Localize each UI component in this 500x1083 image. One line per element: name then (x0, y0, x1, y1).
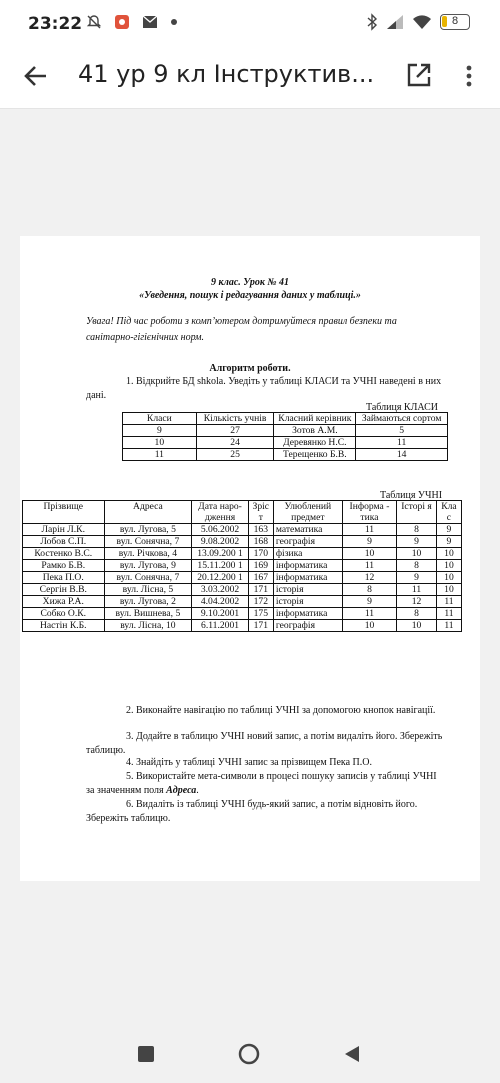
system-navigation-bar (0, 1030, 500, 1083)
table-cell: вул. Лісна, 10 (104, 620, 192, 632)
more-options-icon[interactable] (462, 60, 476, 92)
table-cell: 172 (248, 596, 273, 608)
lesson-topic: «Уведення, пошук і редагування даних у таблиці.» (139, 290, 361, 301)
table-cell: 8 (397, 524, 437, 536)
table-classes (122, 412, 448, 461)
battery-fill (442, 16, 447, 27)
wifi-icon (412, 14, 432, 30)
back-arrow-icon[interactable] (20, 60, 52, 92)
step-4: 4. Знайдіть у таблиці УЧНІ запис за прізвищем Пека П.О. (126, 757, 372, 768)
table-cell: 11 (342, 608, 396, 620)
mail-icon (142, 15, 158, 29)
table-row (23, 584, 462, 596)
table-cell: 5.06.2002 (192, 524, 248, 536)
table-cell: Настін К.Б. (23, 620, 105, 632)
step-6: 6. Видаліть із таблиці УЧНІ будь-який запис, а потім відновіть його. Збережіть таблицю. (86, 799, 418, 824)
table-header-cell: Кла с (436, 501, 461, 524)
table-cell: вул. Сонячна, 7 (104, 536, 192, 548)
table-cell: 167 (248, 572, 273, 584)
table-cell: 9 (397, 536, 437, 548)
table-cell: Терещенко Б.В. (274, 449, 356, 461)
step-5: 5. Використайте мета-символи в процесі пошуку записів у таблиці УЧНІ за значенням поля Адреса. (86, 771, 437, 796)
table-cell: Лобов С.П. (23, 536, 105, 548)
app-bar (0, 48, 500, 109)
table-cell: 9 (123, 425, 197, 437)
table-header-cell: Класи (123, 413, 197, 425)
table-row (123, 425, 448, 437)
bluetooth-icon (366, 13, 378, 31)
table-classes-caption: Таблиця КЛАСИ (366, 402, 438, 413)
table-cell: Хижа Р.А. (23, 596, 105, 608)
table-cell: Деревянко Н.С. (274, 437, 356, 449)
table-cell: 11 (436, 608, 461, 620)
table-cell: 10 (342, 548, 396, 560)
table-cell: 11 (397, 584, 437, 596)
document-page[interactable] (20, 236, 480, 881)
table-cell: вул. Лугова, 9 (104, 560, 192, 572)
table-cell: математика (273, 524, 342, 536)
table-cell: 11 (342, 560, 396, 572)
table-cell: 10 (397, 548, 437, 560)
table-cell: 25 (196, 449, 274, 461)
lesson-title: 9 клас. Урок № 41 (210, 277, 290, 288)
table-row (23, 620, 462, 632)
table-cell: вул. Лугова, 5 (104, 524, 192, 536)
table-cell: вул. Сонячна, 7 (104, 572, 192, 584)
table-cell: 8 (397, 608, 437, 620)
table-header-cell: Класний керівник (274, 413, 356, 425)
battery-indicator (440, 14, 470, 30)
algorithm-heading: Алгоритм роботи. (209, 363, 291, 374)
notification-dot-icon (170, 18, 178, 26)
table-cell: 8 (342, 584, 396, 596)
table-cell: 9.10.2001 (192, 608, 248, 620)
table-cell: 14 (356, 449, 448, 461)
table-cell: 10 (436, 584, 461, 596)
step-5-text: 5. Використайте мета-символи в процесі пошуку записів у таблиці УЧНІ за значенням поля (86, 771, 437, 796)
table-cell: вул. Лісна, 5 (104, 584, 192, 596)
status-time: 23:22 (28, 14, 83, 34)
table-cell: вул. Лугова, 2 (104, 596, 192, 608)
battery-level: 8 (452, 15, 459, 27)
table-row (23, 524, 462, 536)
table-cell: Зотов А.М. (274, 425, 356, 437)
table-header-cell: Улюблений предмет (273, 501, 342, 524)
home-icon[interactable] (238, 1043, 260, 1065)
step-5-field: Адреса (166, 785, 197, 796)
table-cell: 163 (248, 524, 273, 536)
table-cell: 9 (342, 536, 396, 548)
table-header-cell: Кількість учнів (196, 413, 274, 425)
table-cell: 168 (248, 536, 273, 548)
table-row (23, 548, 462, 560)
table-cell: 11 (356, 437, 448, 449)
table-cell: Пека П.О. (23, 572, 105, 584)
table-cell: 11 (436, 596, 461, 608)
table-cell: 8 (397, 560, 437, 572)
table-row (23, 560, 462, 572)
table-cell: історія (273, 596, 342, 608)
table-row (23, 572, 462, 584)
table-cell: 9 (342, 596, 396, 608)
table-cell: 171 (248, 620, 273, 632)
table-cell: фізика (273, 548, 342, 560)
table-row (123, 437, 448, 449)
table-cell: 171 (248, 584, 273, 596)
table-cell: Сергін В.В. (23, 584, 105, 596)
table-cell: географія (273, 620, 342, 632)
table-cell: 27 (196, 425, 274, 437)
table-cell: 13.09.200 1 (192, 548, 248, 560)
table-students (22, 500, 462, 632)
table-cell: 12 (397, 596, 437, 608)
table-cell: 6.11.2001 (192, 620, 248, 632)
table-cell: інформатика (273, 560, 342, 572)
table-cell: Рамко Б.В. (23, 560, 105, 572)
table-cell: 11 (123, 449, 197, 461)
table-cell: 4.04.2002 (192, 596, 248, 608)
table-cell: 12 (342, 572, 396, 584)
document-title: 41 ур 9 кл Інструктив... (78, 60, 375, 88)
table-cell: 10 (123, 437, 197, 449)
recents-icon[interactable] (137, 1045, 155, 1063)
table-cell: 9 (397, 572, 437, 584)
table-cell: 11 (436, 620, 461, 632)
table-header-row (23, 501, 462, 524)
table-cell: 169 (248, 560, 273, 572)
table-cell: 9 (436, 524, 461, 536)
table-cell: 15.11.200 1 (192, 560, 248, 572)
table-cell: історія (273, 584, 342, 596)
table-cell: 11 (342, 524, 396, 536)
table-cell: 3.03.2002 (192, 584, 248, 596)
table-cell: вул. Річкова, 4 (104, 548, 192, 560)
table-cell: 9 (436, 536, 461, 548)
table-cell: 10 (436, 548, 461, 560)
notifications-off-icon (86, 14, 102, 30)
table-cell: Костенко В.С. (23, 548, 105, 560)
table-cell: вул. Вишнева, 5 (104, 608, 192, 620)
table-cell: інформатика (273, 608, 342, 620)
table-header-cell: Прізвище (23, 501, 105, 524)
table-cell: 10 (436, 560, 461, 572)
table-students-caption: Таблиця УЧНІ (380, 490, 443, 501)
table-cell: 170 (248, 548, 273, 560)
table-header-cell: Займаються сортом (356, 413, 448, 425)
status-bar (0, 0, 500, 48)
table-header-cell: Адреса (104, 501, 192, 524)
table-row (123, 449, 448, 461)
table-row (23, 596, 462, 608)
step-1: 1. Відкрийте БД shkola. Уведіть у таблиці КЛАСИ та УЧНІ наведені в них дані. (86, 376, 442, 401)
table-header-row (123, 413, 448, 425)
table-row (23, 536, 462, 548)
table-cell: Ларін Л.К. (23, 524, 105, 536)
table-cell: 175 (248, 608, 273, 620)
safety-warning: Увага! Під час роботи з комп’ютером дотримуйтеся правил безпеки та санітарно-гігієнічних норм. (86, 316, 397, 343)
table-cell: 10 (397, 620, 437, 632)
table-row (23, 608, 462, 620)
app-notification-icon (114, 14, 130, 30)
table-cell: 5 (356, 425, 448, 437)
table-cell: 24 (196, 437, 274, 449)
table-cell: географія (273, 536, 342, 548)
signal-icon (386, 14, 404, 30)
table-header-cell: Інформа - тика (342, 501, 396, 524)
table-cell: 10 (342, 620, 396, 632)
table-cell: 20.12.200 1 (192, 572, 248, 584)
step-2: 2. Виконайте навігацію по таблиці УЧНІ за допомогою кнопок навігації. (126, 705, 436, 716)
step-3: 3. Додайте в таблицю УЧНІ новий запис, а потім видаліть його. Збережіть таблицю. (86, 731, 443, 756)
table-header-cell: Зріс т (248, 501, 273, 524)
table-header-cell: Істоpі я (397, 501, 437, 524)
table-cell: 10 (436, 572, 461, 584)
table-cell: інформатика (273, 572, 342, 584)
table-cell: Собко О.К. (23, 608, 105, 620)
back-nav-icon[interactable] (343, 1044, 361, 1064)
table-header-cell: Дата наро-дження (192, 501, 248, 524)
open-external-icon[interactable] (404, 60, 434, 90)
table-cell: 9.08.2002 (192, 536, 248, 548)
